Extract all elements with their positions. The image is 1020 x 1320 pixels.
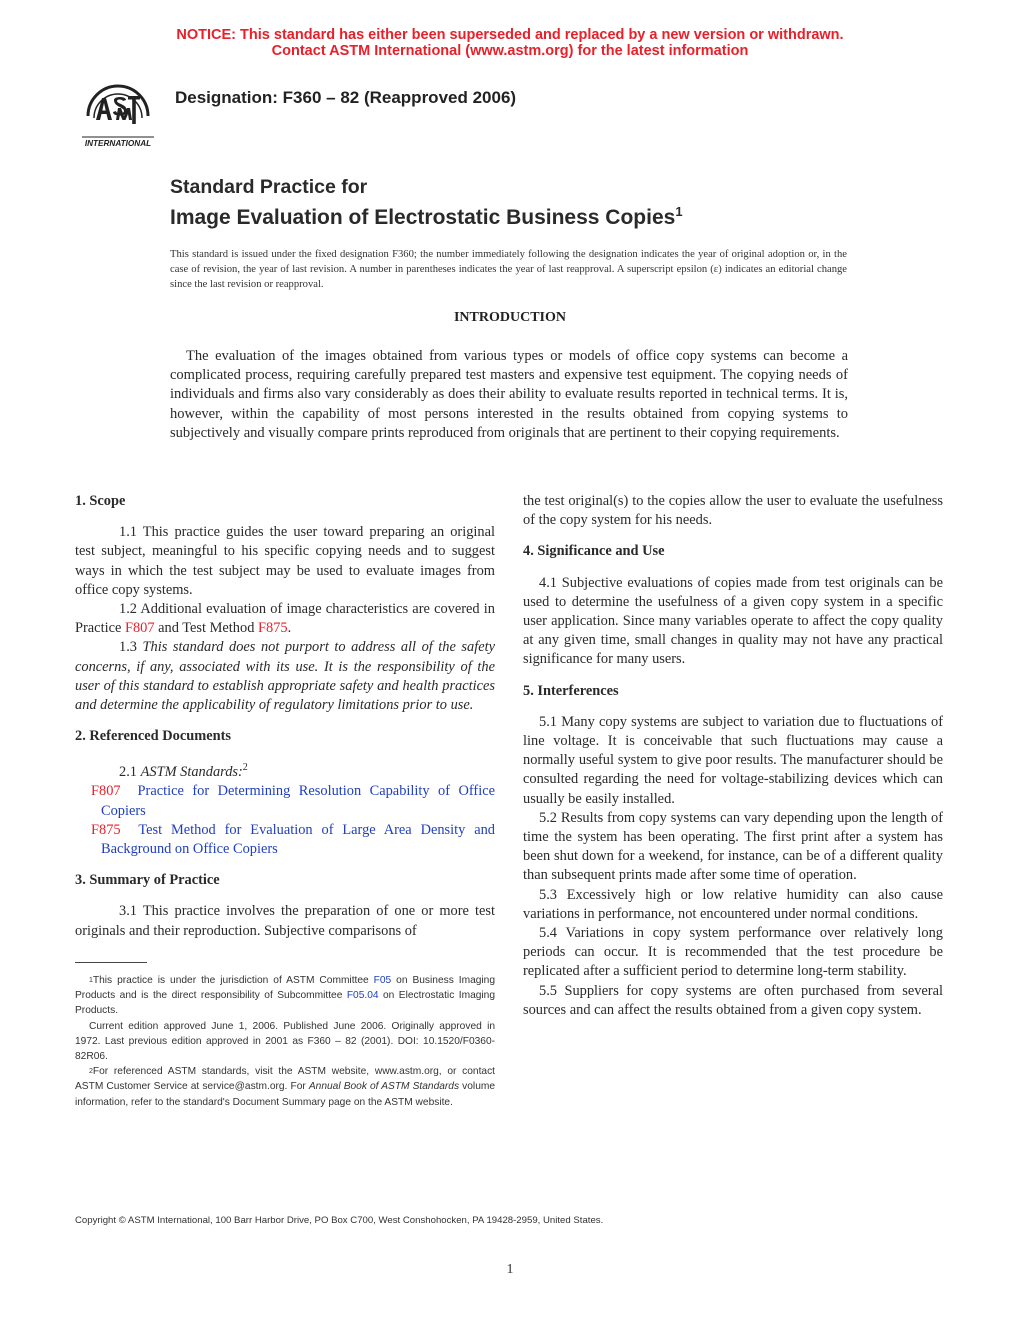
introduction-heading: INTRODUCTION — [453, 310, 566, 325]
paragraph-1-3-number: 1.3 — [119, 639, 143, 656]
copyright: Copyright © ASTM International, 100 Barr Harbor Drive, PO Box C700, West Conshohocken, PA 19428-2959, United States. — [75, 1215, 604, 1226]
section-heading-interferences: 5. Interferences — [523, 682, 619, 699]
section-heading-summary: 3. Summary of Practice — [75, 872, 220, 889]
section-heading-referenced-documents: 2. Referenced Documents — [75, 728, 231, 745]
right-column — [523, 492, 943, 1020]
paragraph-1-2-text-c: . — [287, 620, 292, 637]
left-column — [75, 492, 495, 941]
paragraph-2-1-number: 2.1 — [119, 764, 141, 781]
paragraph-2-1 — [75, 758, 495, 782]
reference-f875-code[interactable]: F875 — [91, 821, 121, 838]
footnote-1-edition: Current edition approved June 1, 2006. Published June 2006. Originally approved in 1972. Last previous edition approved in 2001 as F360 – 82 (2001). DOI: 10.1520/F0360-82R06. — [75, 1020, 495, 1063]
paragraph-5-1: 5.1 Many copy systems are subject to variation due to fluctuations of line voltage. It is conceivable that such fluctuations may cause a normally useful system to give poor results. The manufacturer should be consulted regarding the need for voltage-stabilizing devices which can usually be easily installed. — [523, 713, 943, 807]
title-line-2 — [170, 199, 683, 231]
footnote-2-mark: 2 — [89, 1068, 93, 1076]
reference-f875-title[interactable]: Test Method for Evaluation of Large Area Density and Background on Office Copiers — [101, 821, 495, 858]
paragraph-1-3 — [75, 638, 495, 715]
introduction-text: The evaluation of the images obtained from various types or models of office copy systems can become a complicated process, requiring carefully prepared test masters and expensive test equipment. The copying needs of individuals and firms also vary considerably as does their ability to evaluate results reported in technical terms. It is, however, within the capability of most persons interested in the results obtained from copying systems to subjectively and visually compare prints reproduced from originals that are pertinent to their copying requirements. — [170, 348, 848, 441]
paragraph-1-2-text: 1.2 Additional evaluation of image characteristics are covered in Practice — [75, 601, 495, 637]
footnote-1 — [75, 973, 495, 1019]
title-line-2-text: Image Evaluation of Electrostatic Business Copies — [170, 206, 676, 229]
paragraph-2-1-text: ASTM Standards: — [140, 764, 243, 781]
paragraph-5-4: 5.4 Variations in copy system performance over relatively long periods can occur. It is recommended that the test procedure be replicated after a sufficient period to determine long-term stability. — [523, 925, 943, 980]
footnote-2-text: For referenced ASTM standards, visit the ASTM website, www.astm.org, or contact ASTM Customer Service at service@astm.org. For — [75, 1066, 495, 1093]
reference-f807[interactable] — [75, 782, 495, 820]
footnote-1-text-c: on Electrostatic Imaging Products. — [75, 990, 495, 1017]
footnote-2 — [75, 1064, 495, 1110]
page-number: 1 — [506, 1262, 514, 1277]
paragraph-3-1: 3.1 This practice involves the preparation of one or more test originals and their reproduction. Subjective comparisons of — [75, 903, 495, 939]
title-footnote-mark: 1 — [675, 204, 683, 219]
paragraph-1-1: 1.1 This practice guides the user toward preparing an original test subject, meaningful to his specific copying needs and to suggest ways in which the test subject may be used to evaluate images from office copy systems. — [75, 524, 495, 598]
astm-logo — [76, 74, 160, 150]
link-f05-04[interactable]: F05.04 — [346, 990, 379, 1002]
reference-f807-title[interactable]: Practice for Determining Resolution Capability of Office Copiers — [101, 783, 495, 819]
footnote-1-text-b: on Business Imaging Products and is the direct responsibility of Subcommittee — [75, 975, 496, 1002]
paragraph-2-1-footnote-mark: 2 — [242, 762, 248, 774]
paragraph-5-2: 5.2 Results from copy systems can vary depending upon the length of time the system has been operating. The first print after a system has been shut down for a weekend, for instance, can be of a different quality than subsequent prints made after some time of operation. — [523, 809, 943, 884]
notice-line-2: Contact ASTM International (www.astm.org) for the latest information — [271, 43, 749, 59]
paragraph-1-3-text: This standard does not purport to address all of the safety concerns, if any, associated with its use. It is the responsibility of the user of this standard to establish appropriate safety and health practices and determine the applicability of regulatory limitations prior to use. — [75, 639, 495, 714]
footnote-2-text-b: volume information, refer to the standard's Document Summary page on the ASTM website. — [75, 1081, 496, 1108]
astm-logo-icon — [76, 74, 160, 150]
footnote-1-text: This practice is under the jurisdiction of ASTM Committee — [92, 975, 374, 986]
paragraph-5-3: 5.3 Excessively high or low relative humidity can also cause variations in performance, not encountered under normal conditions. — [523, 886, 943, 922]
paragraph-3-1-continued: the test original(s) to the copies allow the user to evaluate the usefulness of the copy system for his needs. — [523, 493, 943, 529]
footnote-2-italic: Annual Book of ASTM Standards — [308, 1081, 460, 1093]
link-f807[interactable]: F807 — [124, 620, 155, 637]
notice-line-1: NOTICE: This standard has either been superseded and replaced by a new version or withdrawn. — [176, 27, 844, 43]
document-title — [170, 175, 683, 231]
section-heading-scope: 1. Scope — [75, 493, 126, 509]
paragraph-1-2-text-b: and Test Method — [154, 620, 258, 637]
reference-f875[interactable] — [75, 821, 495, 859]
withdrawal-notice — [0, 27, 1020, 59]
title-line-1: Standard Practice for — [170, 176, 368, 198]
paragraph-1-2 — [75, 600, 495, 638]
link-f875[interactable]: F875 — [258, 620, 288, 637]
paragraph-4-1: 4.1 Subjective evaluations of copies made from test originals can be used to determine the usefulness of a given copy system in a specific user application. Since many variables operate to affect the copy quality at any given time, small changes in quality may not have any practical significance for many users. — [523, 574, 943, 668]
paragraph-5-5: 5.5 Suppliers for copy systems are often purchased from several sources and can affect the results obtained from a given copy system. — [523, 982, 943, 1018]
logo-caption: INTERNATIONAL — [84, 139, 152, 148]
footnotes — [75, 973, 495, 1110]
section-heading-significance: 4. Significance and Use — [523, 543, 665, 560]
link-f05[interactable]: F05 — [373, 975, 392, 986]
footnote-1-mark: 1 — [89, 977, 93, 984]
fixed-designation-note: This standard is issued under the fixed designation F360; the number immediately following the designation indicates the year of original adoption or, in the case of revision, the year of last revision. A number in parentheses indicates the year of last reapproval. A superscript epsilon (ε) indicates an editorial change since the last revision or reapproval. — [170, 249, 847, 290]
designation: Designation: F360 – 82 (Reapproved 2006) — [175, 88, 517, 107]
footnote-rule — [75, 962, 147, 963]
reference-f807-code[interactable]: F807 — [91, 783, 121, 800]
